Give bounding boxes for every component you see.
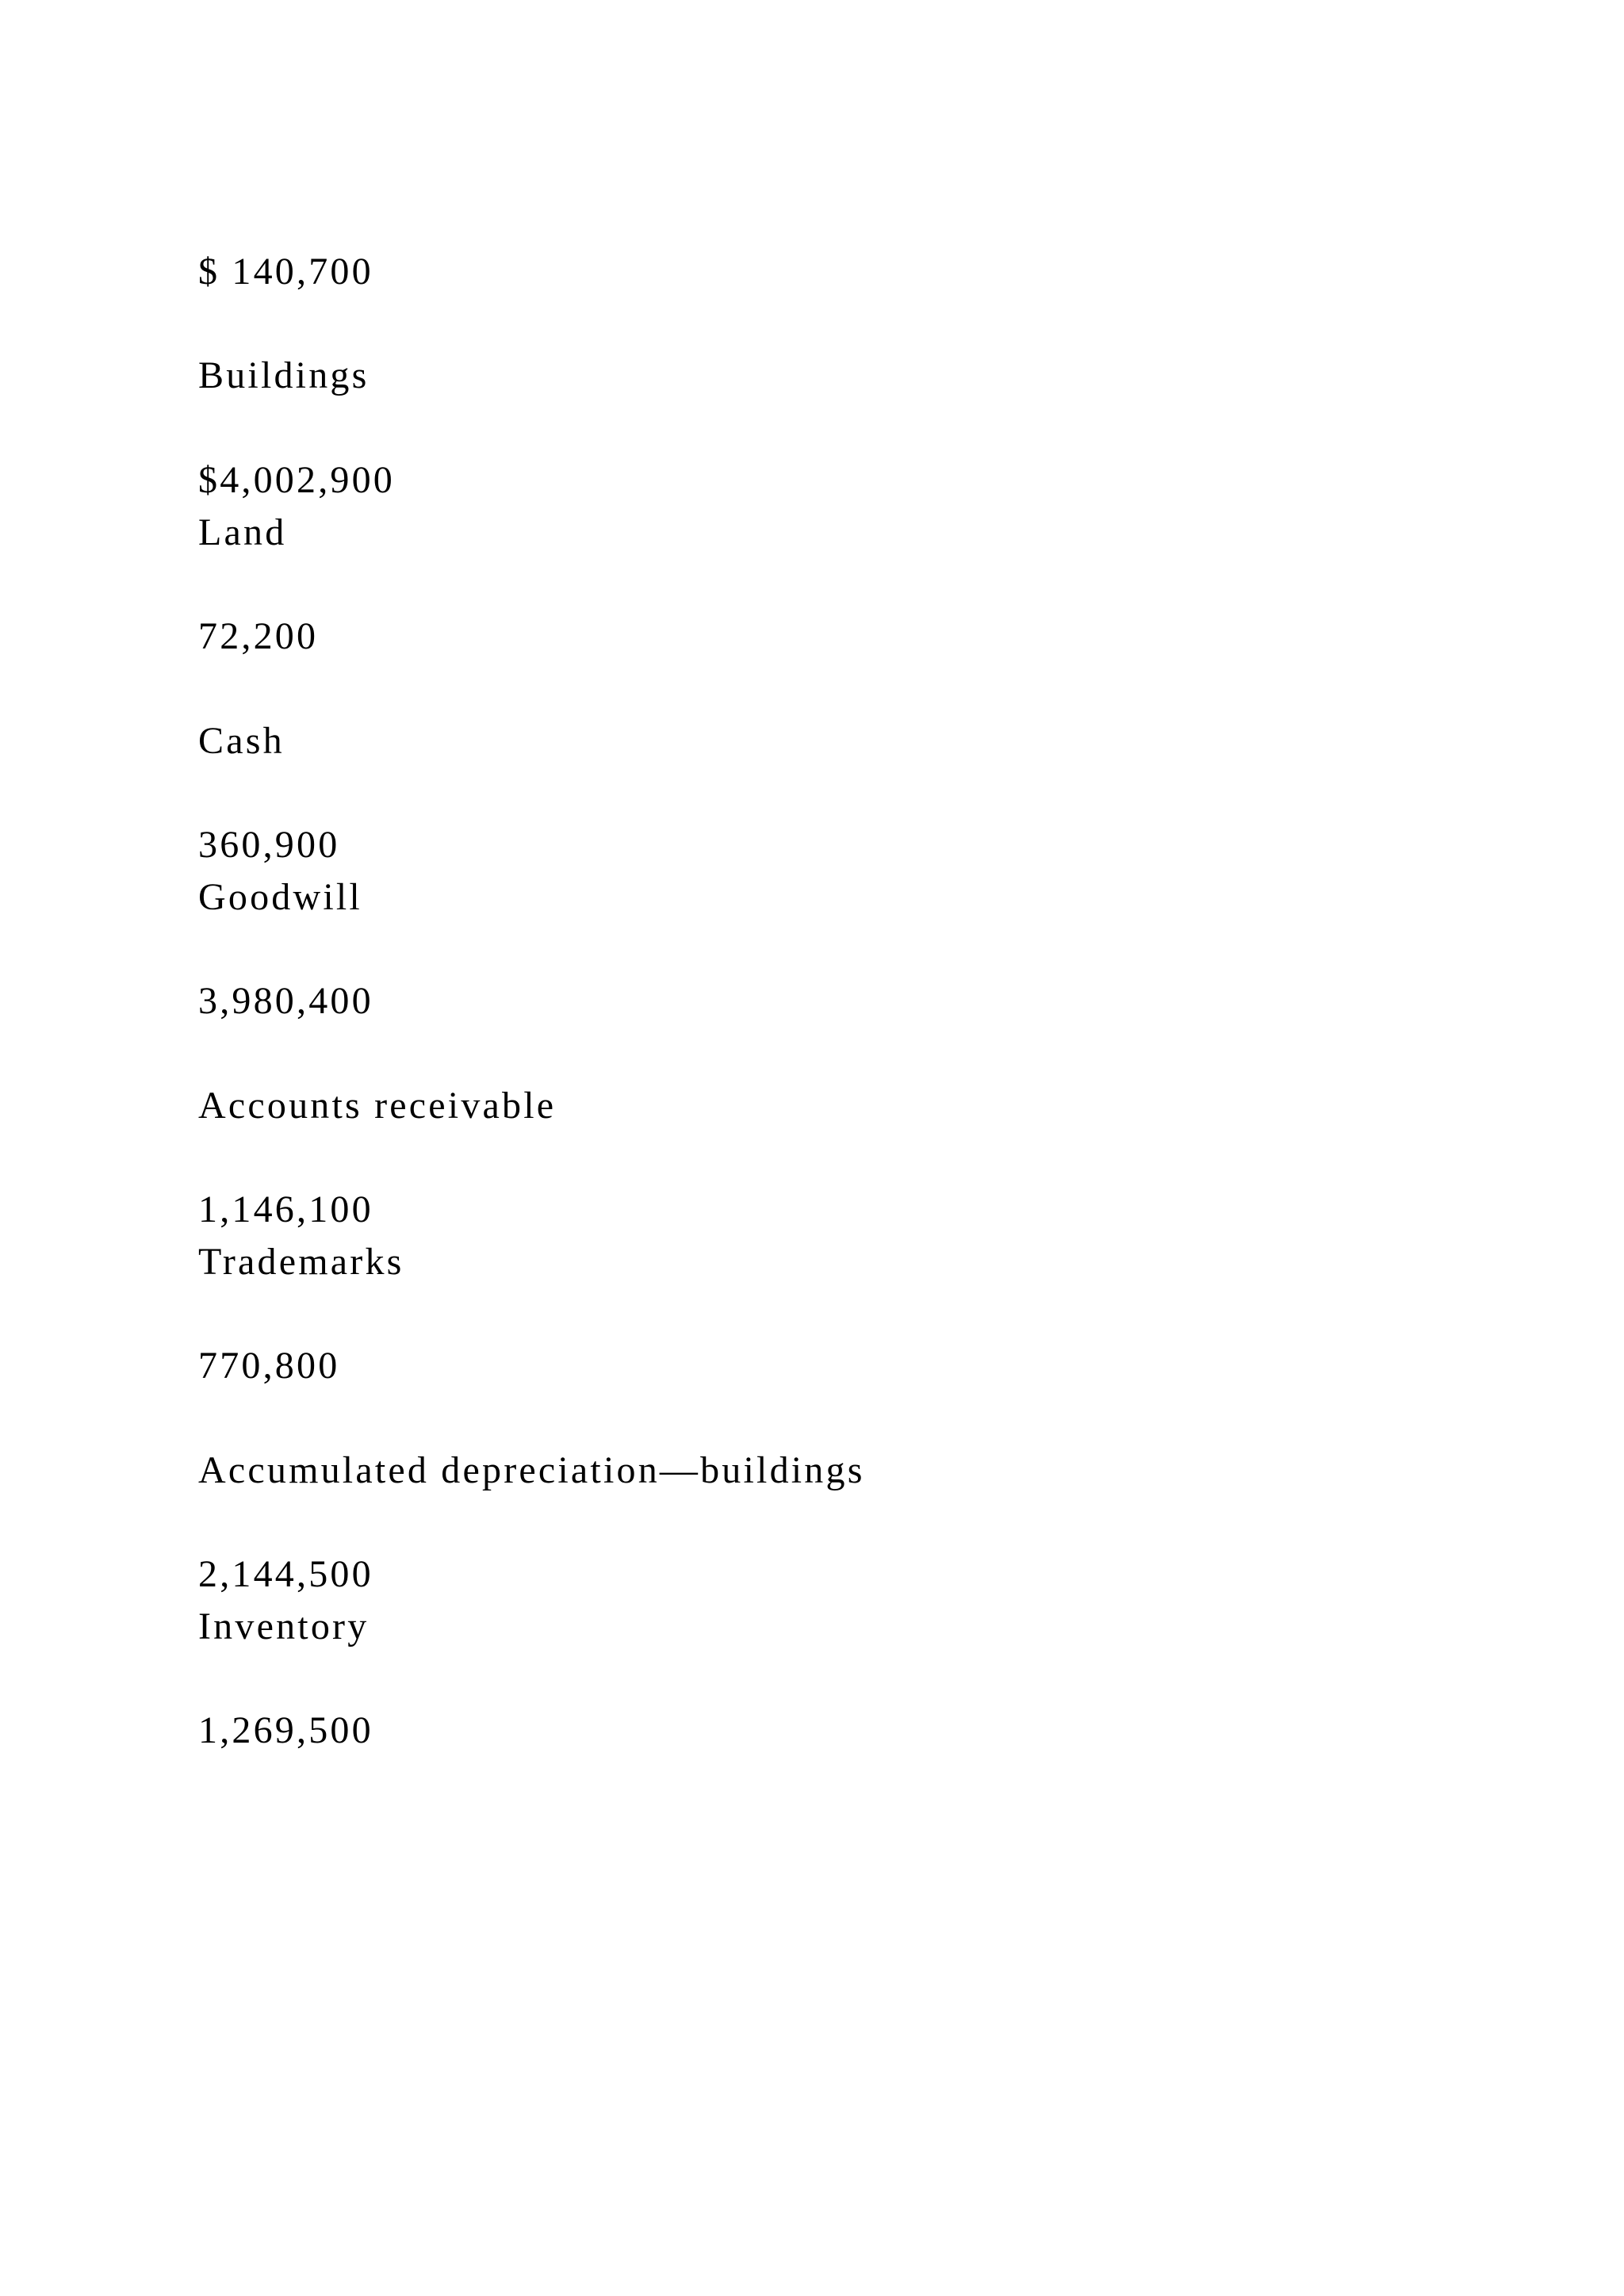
value-line: 1,269,500	[198, 1709, 373, 1751]
value-line: $ 140,700	[198, 251, 373, 293]
label-line: Accounts receivable	[198, 1085, 557, 1127]
value-line: 360,900	[198, 824, 340, 866]
label-line: Goodwill	[198, 876, 362, 918]
value-line: 3,980,400	[198, 980, 373, 1022]
value-line: 1,146,100	[198, 1188, 373, 1230]
value-line: 2,144,500	[198, 1553, 373, 1595]
label-line: Cash	[198, 720, 285, 762]
label-line: Buildings	[198, 354, 370, 396]
label-line: Accumulated depreciation—buildings	[198, 1449, 865, 1491]
value-line: 72,200	[198, 615, 319, 657]
label-line: Land	[198, 511, 287, 553]
value-line: $4,002,900	[198, 459, 395, 501]
label-line: Trademarks	[198, 1241, 404, 1283]
label-line: Inventory	[198, 1605, 370, 1647]
value-line: 770,800	[198, 1345, 340, 1387]
